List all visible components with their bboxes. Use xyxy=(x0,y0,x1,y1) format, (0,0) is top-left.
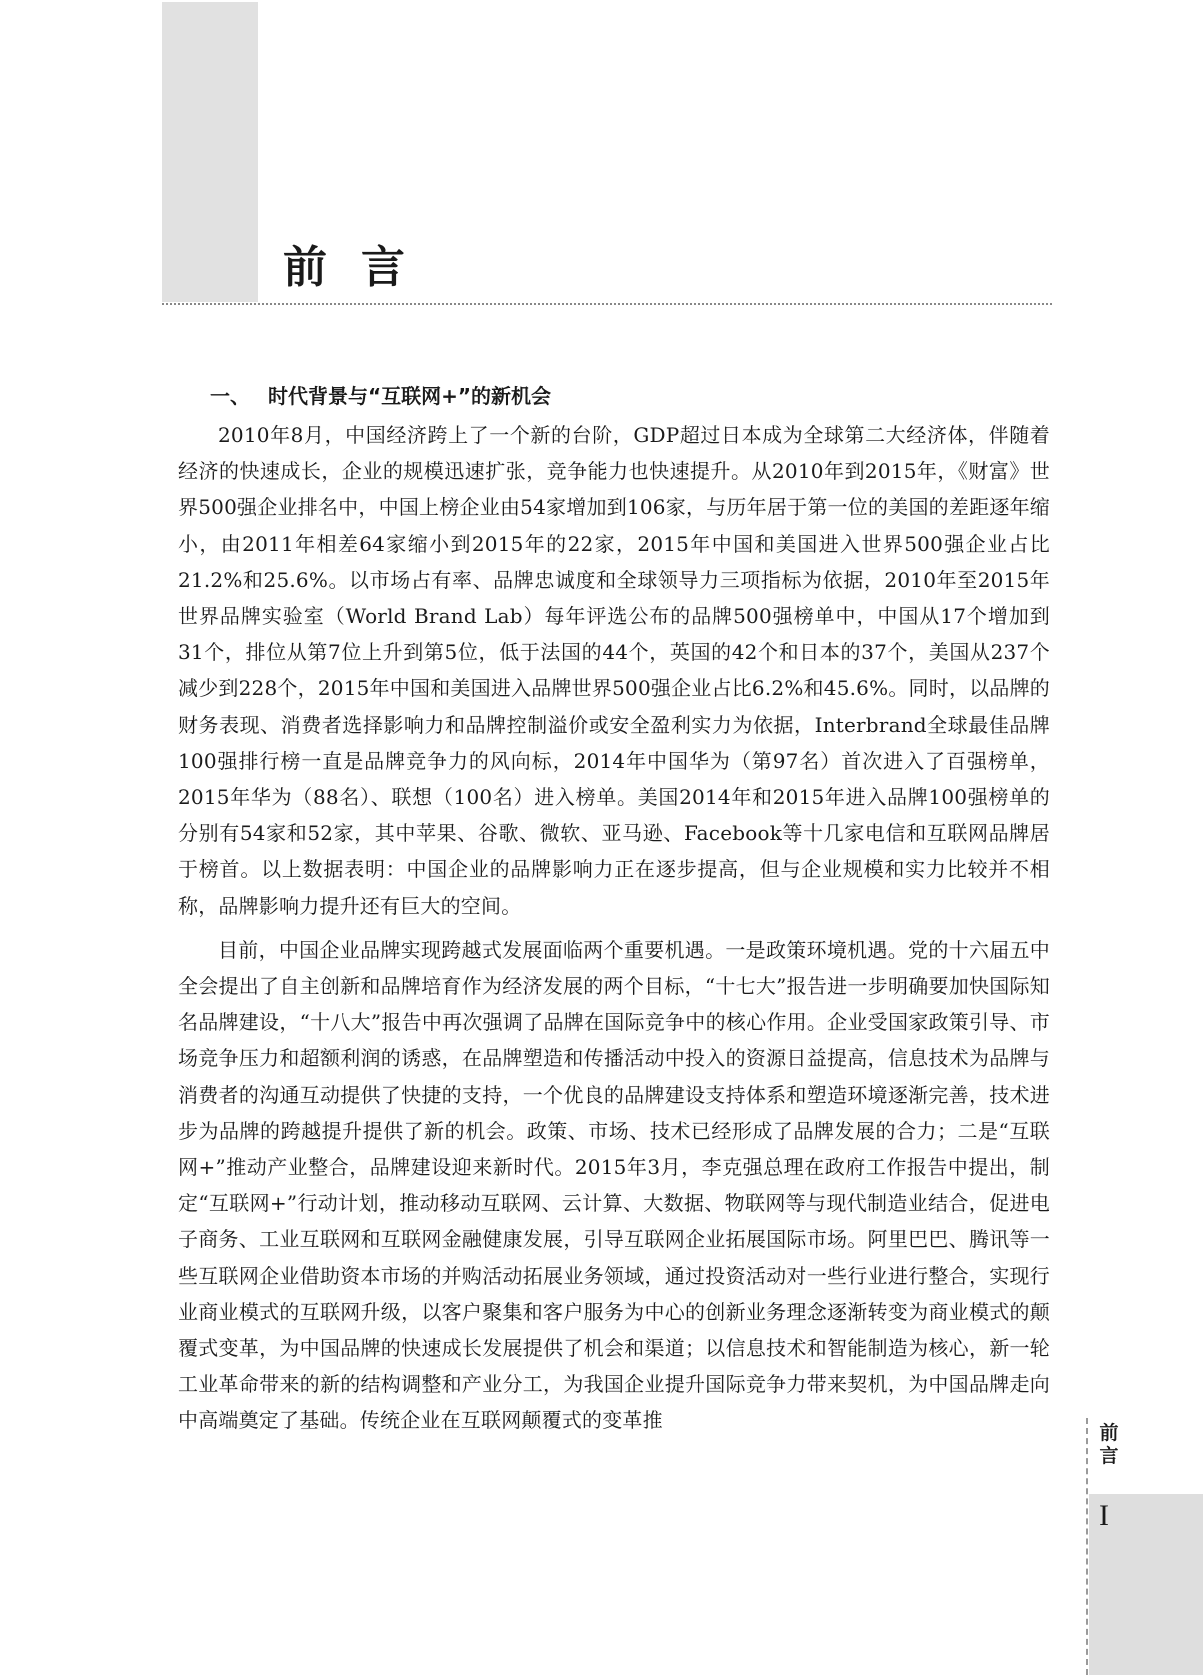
page-number: I xyxy=(1099,1499,1109,1532)
page-title: 前言 xyxy=(283,242,439,293)
body-content xyxy=(178,378,1050,1447)
paragraph: 目前，中国企业品牌实现跨越式发展面临两个重要机遇。一是政策环境机遇。党的十六届五中全会提出了自主创新和品牌培育作为经济发展的两个目标，“十七大”报告进一步明确要加快国际知名品牌建设，“十八大”报告中再次强调了品牌在国际竞争中的核心作用。企业受国家政策引导、市场竞争压力和超额利润的诱惑，在品牌塑造和传播活动中投入的资源日益提高，信息技术为品牌与消费者的沟通互动提供了快捷的支持，一个优良的品牌建设支持体系和塑造环境逐渐完善，技术进步为品牌的跨越提升提供了新的机会。政策、市场、技术已经形成了品牌发展的合力；二是“互联网+”推动产业整合，品牌建设迎来新时代。2015年3月，李克强总理在政府工作报告中提出，制定“互联网+”行动计划，推动移动互联网、云计算、大数据、物联网等与现代制造业结合，促进电子商务、工业互联网和互联网金融健康发展，引导互联网企业拓展国际市场。阿里巴巴、腾讯等一些互联网企业借助资本市场的并购活动拓展业务领域，通过投资活动对一些行业进行整合，实现行业商业模式的互联网升级，以客户聚集和客户服务为中心的创新业务理念逐渐转变为商业模式的颠覆式变革，为中国品牌的快速成长发展提供了机会和渠道；以信息技术和智能制造为核心，新一轮工业革命带来的新的结构调整和产业分工，为我国企业提升国际竞争力带来契机，为中国品牌走向中高端奠定了基础。传统企业在互联网颠覆式的变革推 xyxy=(178,937,1050,1433)
section-number: 一、 xyxy=(210,384,250,408)
title-divider xyxy=(162,303,1052,305)
paragraph: 2010年8月，中国经济跨上了一个新的台阶，GDP超过日本成为全球第二大经济体，伴随着经济的快速成长，企业的规模迅速扩张，竞争能力也快速提升。从2010年到2015年，《财富》世界500强企业排名中，中国上榜企业由54家增加到106家，与历年居于第一位的美国的差距逐年缩小，由2011年相差64家缩小到2015年的22家，2015年中国和美国进入世界500强企业占比21.2%和25.6%。以市场占有率、品牌忠诚度和全球领导力三项指标为依据，2010年至2015年世界品牌实验室（World Brand Lab）每年评选公布的品牌500强榜单中，中国从17个增加到31个，排位从第7位上升到第5位，低于法国的44个，英国的42个和日本的37个，美国从237个减少到228个，2015年中国和美国进入品牌世界500强企业占比6.2%和45.6%。同时，以品牌的财务表现、消费者选择影响力和品牌控制溢价或安全盈利实力为依据，Interbrand全球最佳品牌100强排行榜一直是品牌竞争力的风向标，2014年中国华为（第97名）首次进入了百强榜单，2015年华为（88名）、联想（100名）进入榜单。美国2014年和2015年进入品牌100强榜单的分别有54家和52家，其中苹果、谷歌、微软、亚马逊、Facebook等十几家电信和互联网品牌居于榜首。以上数据表明：中国企业的品牌影响力正在逐步提高，但与企业规模和实力比较并不相称，品牌影响力提升还有巨大的空间。 xyxy=(178,423,1050,918)
margin-divider xyxy=(1086,1418,1088,1675)
running-chapter-label: 前言 xyxy=(1099,1422,1119,1467)
title-band xyxy=(162,2,258,302)
section-title: 时代背景与“互联网+”的新机会 xyxy=(268,384,552,408)
section-heading xyxy=(178,378,1050,414)
